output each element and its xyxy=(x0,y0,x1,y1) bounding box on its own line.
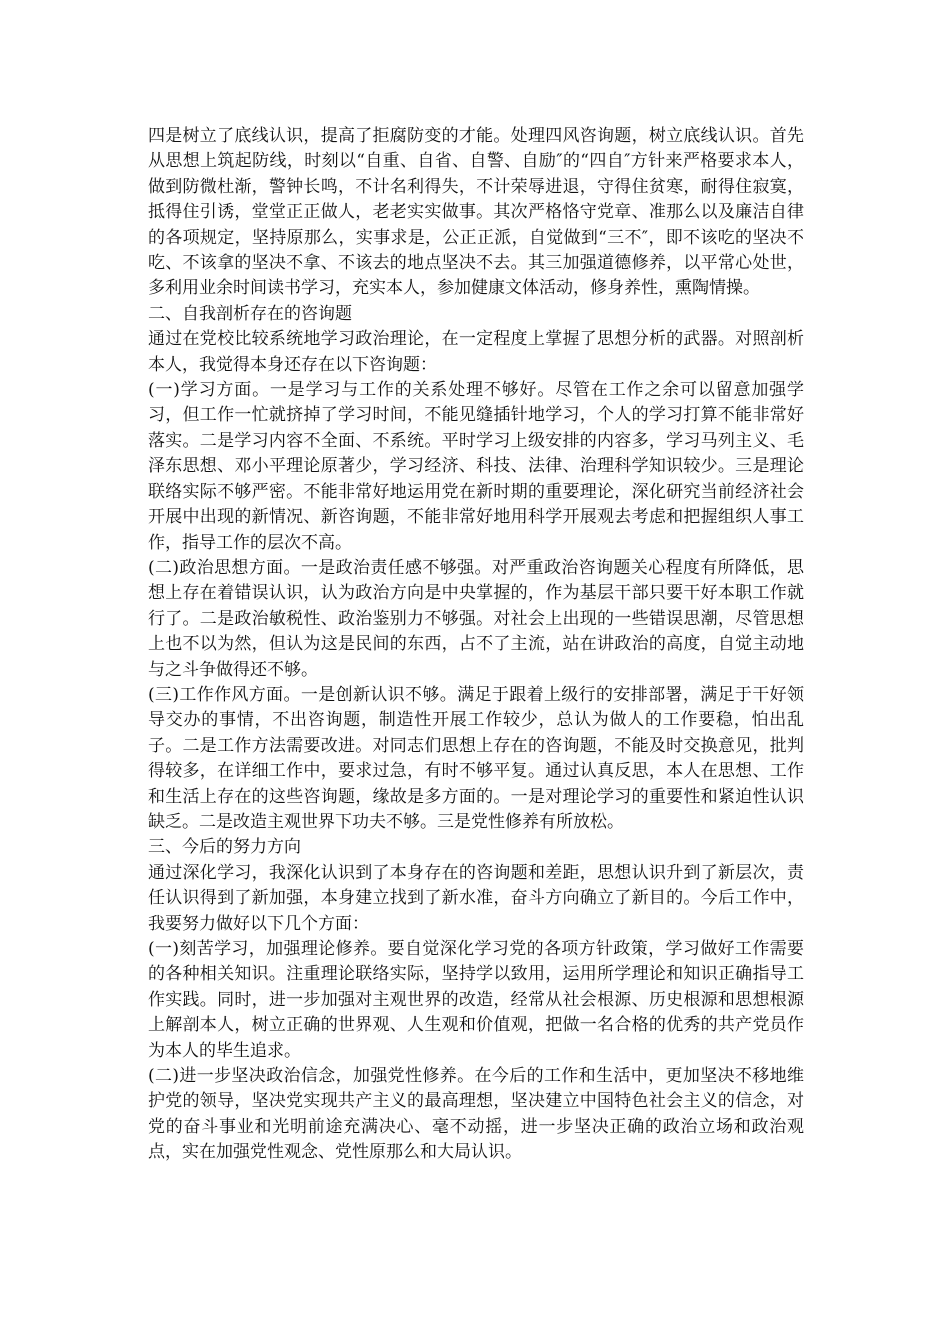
paragraph-self-analysis-intro: 通过在党校比较系统地学习政治理论，在一定程度上掌握了思想分析的武器。对照剖析本人，我觉得本身还存在以下咨询题： xyxy=(148,329,804,375)
document-page xyxy=(148,124,804,1166)
paragraph-future-political-belief: (二)进一步坚决政治信念，加强党性修养。在今后的工作和生活中，更加坚决不移地维护党的领导，坚决党实现共产主义的最高理想，坚决建立中国特色社会主义的信念，对党的奋斗事业和光明前途充满决心、毫不动摇，进一步坚决正确的政治立场和政治观点，实在加强党性观念、党性原那么和大局认识。 xyxy=(148,1066,804,1163)
paragraph-work-style-aspect: (三)工作作风方面。一是创新认识不够。满足于跟着上级行的安排部署，满足于干好领导交办的事情，不出咨询题，制造性开展工作较少，总认为做人的工作要稳，怕出乱子。二是工作方法需要改进。对同志们思想上存在的咨询题，不能及时交换意见，批判得较多，在详细工作中，要求过急，有时不够平复。通过认真反思，本人在思想、工作和生活上存在的这些咨询题，缘故是多方面的。一是对理论学习的重要性和紧迫性认识缺乏。二是改造主观世界下功夫不够。三是党性修养有所放松。 xyxy=(148,684,804,832)
paragraph-political-thought-aspect: (二)政治思想方面。一是政治责任感不够强。对严重政治咨询题关心程度有所降低，思想上存在着错误认识，认为政治方向是中央掌握的，作为基层干部只要干好本职工作就行了。二是政治敏税性、政治鉴别力不够强。对社会上出现的一些错误思潮，尽管思想上也不以为然，但认为这是民间的东西，占不了主流，站在讲政治的高度，自觉主动地与之斗争做得还不够。 xyxy=(148,557,804,680)
paragraph-study-aspect: (一)学习方面。一是学习与工作的关系处理不够好。尽管在工作之余可以留意加强学习，但工作一忙就挤掉了学习时间，不能见缝插针地学习，个人的学习打算不能非常好落实。二是学习内容不全面、不系统。平时学习上级安排的内容多，学习马列主义、毛泽东思想、邓小平理论原著少，学习经济、科技、法律、治理科学知识较少。三是理论联络实际不够严密。不能非常好地运用党在新时期的重要理论，深化研究当前经济社会开展中出现的新情况、新咨询题，不能非常好地用科学开展观去考虑和把握组织人事工作，指导工作的层次不高。 xyxy=(148,380,804,553)
paragraph-bottom-line-awareness: 四是树立了底线认识，提高了拒腐防变的才能。处理四风咨询题，树立底线认识。首先从思想上筑起防线，时刻以“自重、自省、自警、自励″的“四自″方针来严格要求本人，做到防微杜渐，警钟长鸣，不计名利得失，不计荣辱进退，守得住贫寒，耐得住寂寞，抵得住引诱，堂堂正正做人，老老实实做事。其次严格恪守党章、准那么以及廉洁自律的各项规定，坚持原那么，实事求是，公正正派，自觉做到“三不″，即不该吃的坚决不吃、不该拿的坚决不拿、不该去的地点坚决不去。其三加强道德修养，以平常心处世，多利用业余时间读书学习，充实本人，参加健康文体活动，修身养性，熏陶情操。 xyxy=(148,126,804,299)
section-heading-future-direction: 三、今后的努力方向 xyxy=(148,837,301,858)
paragraph-future-study: (一)刻苦学习，加强理论修养。要自觉深化学习党的各项方针政策，学习做好工作需要的各种相关知识。注重理论联络实际，坚持学以致用，运用所学理论和知识正确指导工作实践。同时，进一步加强对主观世界的改造，经常从社会根源、历史根源和思想根源上解剖本人，树立正确的世界观、人生观和价值观，把做一名合格的优秀的共产党员作为本人的毕生追求。 xyxy=(148,939,804,1061)
section-heading-self-analysis: 二、自我剖析存在的咨询题 xyxy=(148,303,352,324)
paragraph-future-intro: 通过深化学习，我深化认识到了本身存在的咨询题和差距，思想认识升到了新层次，责任认识得到了新加强，本身建立找到了新水准，奋斗方向确立了新目的。今后工作中，我要努力做好以下几个方面： xyxy=(148,862,804,934)
